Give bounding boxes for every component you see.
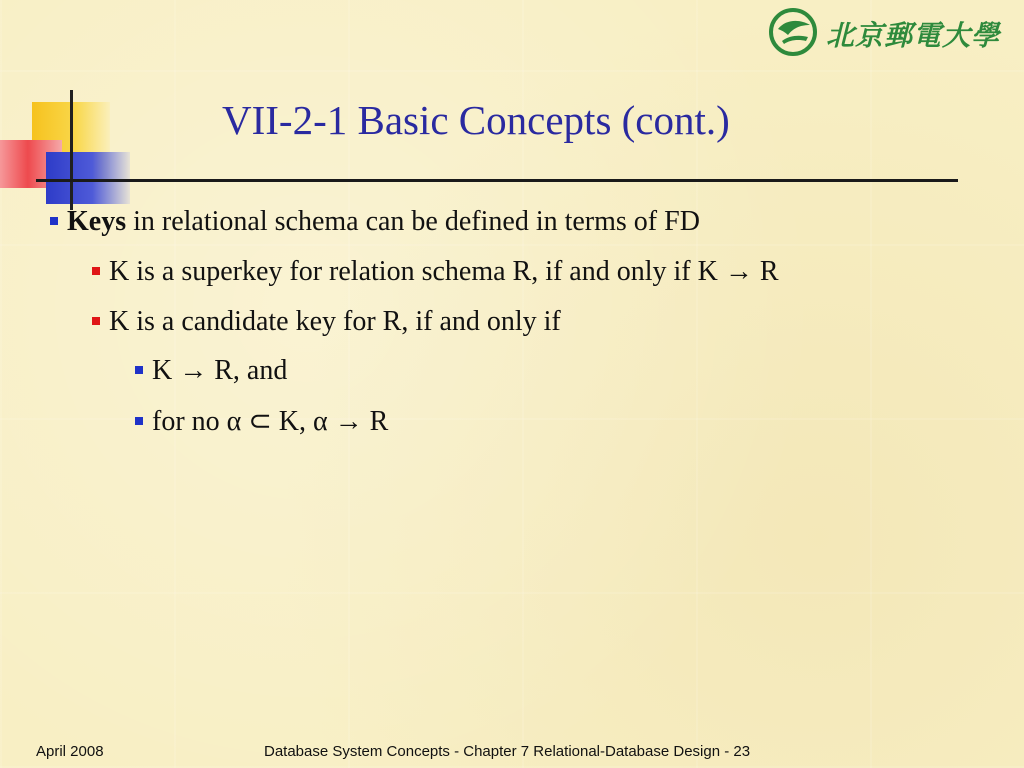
bullet-marker: [92, 317, 100, 325]
university-emblem-icon: [768, 7, 818, 57]
university-logo: [764, 4, 1004, 60]
bullet-k-determines-r-text: K → R, and: [152, 355, 288, 386]
decor-vertical-line: [70, 90, 73, 210]
bullet-k-determines-r: [135, 355, 287, 387]
slide-title: VII-2-1 Basic Concepts (cont.): [222, 97, 730, 143]
bullet-candidate-key: [92, 306, 561, 338]
bullet-superkey-text: K is a superkey for relation schema R, if and only if K → R: [109, 256, 779, 287]
footer-course-info: Database System Concepts - Chapter 7 Relational-Database Design - 23: [264, 743, 751, 760]
bullet-marker: [92, 267, 100, 275]
footer-date: April 2008: [36, 743, 104, 760]
keyword-keys: Keys: [67, 206, 127, 237]
bullet-keys: [50, 206, 700, 238]
title-underline: [36, 179, 958, 182]
bullet-keys-text: in relational schema can be defined in terms of FD: [126, 206, 700, 237]
logo-text: 北京郵電大學: [826, 19, 1001, 52]
bullet-superkey: [92, 256, 779, 288]
bullet-marker: [135, 366, 143, 374]
bullet-no-proper-subset: [135, 404, 388, 438]
bullet-marker: [50, 217, 58, 225]
bullet-no-proper-subset-text: for no α ⊂ K, α → R: [152, 406, 389, 437]
blue-square: [46, 152, 130, 204]
bullet-candidate-key-text: K is a candidate key for R, if and only if: [109, 306, 561, 337]
bullet-marker: [135, 417, 143, 425]
